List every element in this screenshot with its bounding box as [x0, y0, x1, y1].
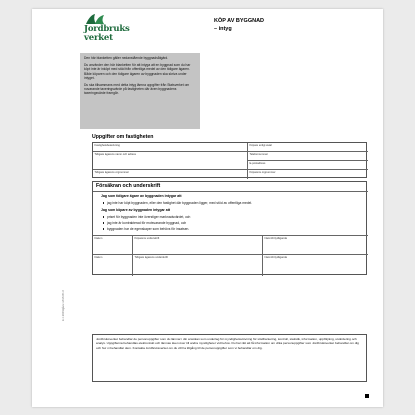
- field-label: Tidigare ägarens underskrift: [134, 256, 168, 259]
- field-label: Datum: [94, 237, 103, 240]
- field-label: Tidigare ägarens orgnummer: [94, 171, 130, 174]
- buyer-name-clarification-field[interactable]: [263, 235, 368, 255]
- field-label: Namnförtydligande: [264, 237, 288, 240]
- buyer-declaration-heading: Jag som köpare av byggnaden intygar att: [101, 208, 171, 212]
- field-label: Köparens underskrift: [134, 237, 160, 240]
- property-section-title: Uppgifter om fastigheten: [92, 134, 154, 140]
- info-paragraph: Du ska tillsammans med detta intyg lämna uppgifter från Statsverket om nuvarande taxeringsvärde på fastigheten där även byggnadens taxeringsvärde framgår.: [84, 83, 190, 96]
- buyer-bullet: priset för byggnaden inte överstiger marknadsvärdet, och: [107, 215, 191, 219]
- previous-owner-field[interactable]: [93, 152, 248, 170]
- buyer-id-field[interactable]: [248, 170, 368, 179]
- info-box: [80, 53, 200, 129]
- phone-field[interactable]: [248, 152, 368, 161]
- privacy-notice-text: Jordbruksverket behandlar de personuppgifter som du lämnar i din ansökan som underlag för myndighetsutövning för stödhantering, kontroll, statistik, information, uppföljning, utvärdering och analys. Uppgifterna behandlas elektroniskt och lämnas även över till andra myndigheter vid behov. Du har rätt att få information om vilka personuppgifter som Jordbruksverket behandlar om dig och hur vi behandlar dem. Kontakta Jordbruksverket om du vill ha tillgång till de personuppgifter som vi behandlar om dig.: [96, 337, 359, 350]
- declaration-section: [92, 181, 367, 275]
- field-label: E-postadress: [249, 162, 266, 165]
- field-label: Köparens orgnummer: [249, 171, 276, 174]
- section-divider: [93, 191, 368, 192]
- document-subtitle: – intyg: [214, 26, 232, 32]
- field-label: Tidigare ägarens namn och adress: [94, 153, 136, 156]
- seller-declaration-heading: Jag som tidigare ägare av byggnaden intygar att: [101, 194, 182, 198]
- info-paragraph: Den här blanketten gäller nedanstående byggnadsåtgärd.: [84, 56, 169, 60]
- document-title: KÖP AV BYGGNAD: [214, 18, 265, 24]
- field-label: Datum: [94, 256, 103, 259]
- property-designation-field[interactable]: [93, 143, 248, 152]
- logo-text-line1: Jordbruks: [84, 24, 130, 34]
- previous-owner-signature-field[interactable]: [133, 255, 263, 276]
- declaration-section-title: Försäkran och underskrift: [96, 183, 161, 189]
- field-label: Fastighetsbeteckning: [94, 144, 120, 147]
- field-label: Köpare enligt avtal: [249, 144, 272, 147]
- signature-date-field[interactable]: [93, 255, 133, 276]
- previous-owner-id-field[interactable]: [93, 170, 248, 179]
- buyer-bullet: jag inte är kontrakterad för motsvarande byggnad, och: [107, 221, 187, 225]
- seller-bullet: jag inte har köpt byggnaden, eller den fastighet där byggnaden ligger, med stöd av offentliga medel.: [107, 201, 253, 205]
- field-label: Namnförtydligande: [264, 256, 288, 259]
- privacy-notice: [92, 334, 367, 382]
- signature-date-field[interactable]: [93, 235, 133, 255]
- buyer-name-field[interactable]: [248, 143, 368, 152]
- logo-text-line2: verket: [84, 33, 113, 43]
- buyer-bullet: byggnaden har de egenskaper som behövs för insatsen.: [107, 227, 190, 231]
- form-version-note: Jo 1:204 Utgåva 1 2018-08-17: [63, 289, 65, 321]
- page-corner-marker: [365, 394, 369, 398]
- info-paragraph: Du använder den här blanketten för att intyga att en byggnad som du har köpt inte är inköpt med stöd från offentliga medel av den tidigare ägaren. Både köparen och den tidigare ägaren av byggnaden ska skriva under intyget.: [84, 63, 191, 80]
- property-fields-table: [92, 142, 367, 178]
- jordbruksverket-logo: [84, 13, 142, 47]
- buyer-signature-field[interactable]: [133, 235, 263, 255]
- email-field[interactable]: [248, 161, 368, 170]
- previous-owner-name-clarification-field[interactable]: [263, 255, 368, 276]
- field-label: Telefonnummer: [249, 153, 269, 156]
- form-page: [32, 9, 383, 407]
